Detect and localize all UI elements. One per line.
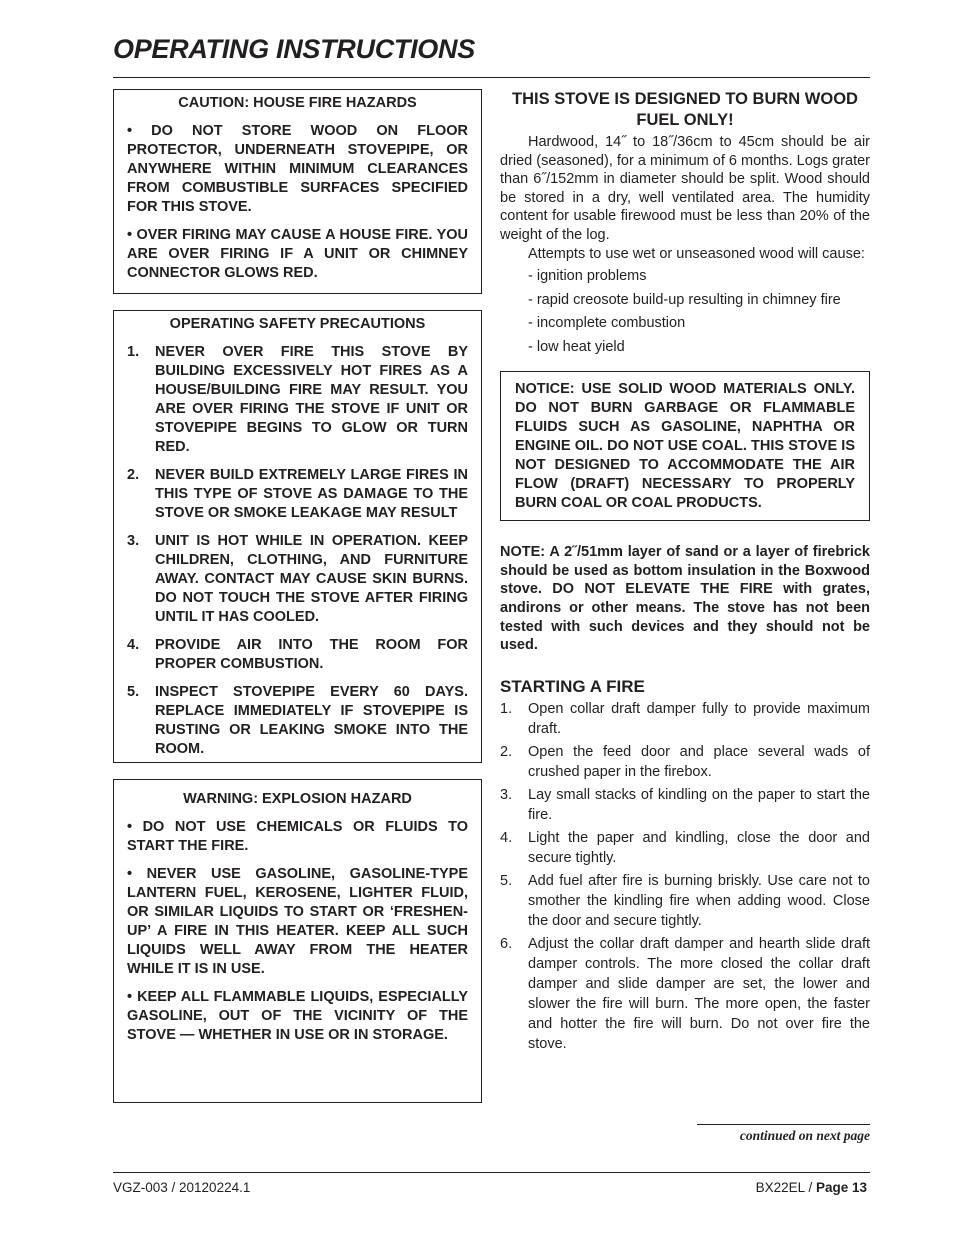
step-number: 2. — [500, 743, 513, 760]
title-divider — [113, 77, 870, 78]
safety-item — [127, 532, 468, 627]
step-item — [500, 828, 870, 868]
footer-doc-code: VGZ-003 / 20120224.1 — [113, 1180, 251, 1195]
step-text: Adjust the collar draft damper and hearth slide draft damper controls. The more closed the collar draft damper and slide damper are set, the lower and slower the fire will burn. The more open, the faster and hotter the fire will burn. Do not over fire the stove. — [528, 935, 870, 1052]
step-text: Lay small stacks of kindling on the paper to start the fire. — [528, 786, 870, 823]
item-number: 4. — [127, 637, 140, 653]
left-column — [113, 89, 482, 1119]
item-text: INSPECT STOVEPIPE EVERY 60 DAYS. REPLACE IMMEDIATELY IF STOVEPIPE IS RUSTING OR LEAKING SMOKE INTO THE ROOM. — [155, 684, 468, 757]
caution-paragraph: • OVER FIRING MAY CAUSE A HOUSE FIRE. YOU ARE OVER FIRING IF A UNIT OR CHIMNEY CONNECTOR GLOWS RED. — [127, 227, 468, 281]
page-title: OPERATING INSTRUCTIONS — [113, 34, 475, 64]
step-item — [500, 934, 870, 1054]
starting-fire-heading: STARTING A FIRE — [500, 676, 645, 696]
step-item — [500, 742, 870, 782]
notice-box: NOTICE: USE SOLID WOOD MATERIALS ONLY. DO NOT BURN GARBAGE OR FLAMMABLE FLUIDS SUCH AS GASOLINE, NAPHTHA OR ENGINE OIL. DO NOT USE COAL. THIS STOVE IS NOT DESIGNED TO ACCOMMODATE THE AIR FLOW (DRAFT) NECESSARY TO PROPERLY BURN COAL OR COAL PRODUCTS. — [500, 371, 870, 521]
safety-box-title: OPERATING SAFETY PRECAUTIONS — [169, 316, 426, 332]
warning-paragraph: • DO NOT USE CHEMICALS OR FLUIDS TO START THE FIRE. — [127, 819, 468, 854]
problem-list — [500, 267, 870, 356]
step-text: Light the paper and kindling, close the door and secure tightly. — [528, 829, 870, 866]
item-number: 1. — [127, 344, 140, 360]
step-number: 1. — [500, 700, 513, 717]
step-number: 4. — [500, 829, 513, 846]
list-item: - low heat yield — [528, 338, 625, 355]
step-text: Add fuel after fire is burning briskly. Use care not to smother the kindling fire when adding wood. Close the door and secure tightly. — [528, 872, 870, 929]
caution-paragraph: • DO NOT STORE WOOD ON FLOOR PROTECTOR, UNDERNEATH STOVEPIPE, OR ANYWHERE WITHIN MINIMUM CLEARANCES FROM COMBUSTIBLE SURFACES SPECIFIED FOR THIS STOVE. — [127, 123, 468, 215]
list-item: - rapid creosote build-up resulting in chimney fire — [528, 291, 841, 308]
item-text: NEVER BUILD EXTREMELY LARGE FIRES IN THIS TYPE OF STOVE AS DAMAGE TO THE STOVE OR SMOKE LEAKAGE MAY RESULT — [155, 467, 468, 521]
wood-fuel-heading: THIS STOVE IS DESIGNED TO BURN WOOD FUEL ONLY! — [512, 90, 858, 129]
wood-paragraph: Attempts to use wet or unseasoned wood will cause: — [528, 245, 865, 262]
step-text: Open collar draft damper fully to provide maximum draft. — [528, 700, 870, 737]
safety-precautions-box — [113, 310, 482, 763]
item-number: 2. — [127, 467, 140, 483]
step-item — [500, 785, 870, 825]
step-number: 6. — [500, 935, 513, 952]
warning-box-title: WARNING: EXPLOSION HAZARD — [183, 791, 412, 807]
safety-item — [127, 636, 468, 674]
insulation-note: NOTE: A 2˝/51mm layer of sand or a layer of firebrick should be used as bottom insulation in the Boxwood stove. DO NOT ELEVATE THE FIRE with grates, andirons or other means. The stove has not been tested with such devices and they should not be used. — [500, 544, 870, 654]
item-text: UNIT IS HOT WHILE IN OPERATION. KEEP CHILDREN, CLOTHING, AND FURNITURE AWAY. CONTACT MAY CAUSE SKIN BURNS. DO NOT TOUCH THE STOVE AFTER FIRING UNTIL IT HAS COOLED. — [155, 533, 468, 625]
wood-paragraph: Hardwood, 14˝ to 18˝/36cm to 45cm should be air dried (seasoned), for a minimum of 6 months. Logs grater than 6˝/152mm in diameter should be split. Wood should be stored in a dry, well ventilated area. The humidity content for usable firewood must be less than 20% of the weight of the log. — [500, 134, 870, 243]
item-text: PROVIDE AIR INTO THE ROOM FOR PROPER COMBUSTION. — [155, 637, 468, 672]
list-item: - incomplete combustion — [528, 315, 686, 332]
footer-page-info — [756, 1180, 867, 1195]
safety-list — [127, 343, 468, 759]
warning-paragraph: • NEVER USE GASOLINE, GASOLINE-TYPE LANTERN FUEL, KEROSENE, LIGHTER FLUID, OR SIMILAR LIQUIDS TO START OR ‘FRESHEN-UP’ A FIRE IN THIS HEATER. KEEP ALL SUCH LIQUIDS WELL AWAY FROM THE HEATER WHILE IT IS IN USE. — [127, 866, 468, 977]
step-text: Open the feed door and place several wads of crushed paper in the firebox. — [528, 743, 870, 780]
right-column — [500, 89, 870, 1057]
footer-page-number: Page 13 — [815, 1180, 867, 1195]
safety-item — [127, 466, 468, 523]
safety-item — [127, 683, 468, 759]
warning-paragraph: • KEEP ALL FLAMMABLE LIQUIDS, ESPECIALLY GASOLINE, OUT OF THE VICINITY OF THE STOVE — WHETHER IN USE OR IN STORAGE. — [127, 989, 468, 1043]
footer-divider — [113, 1172, 870, 1173]
item-text: NEVER OVER FIRE THIS STOVE BY BUILDING EXCESSIVELY HOT FIRES AS A HOUSE/BUILDING FIRE MAY RESULT. YOU ARE OVER FIRING THE STOVE IF UNIT OR STOVEPIPE BEGINS TO GLOW OR TURN RED. — [155, 344, 468, 455]
safety-item — [127, 343, 468, 457]
list-item: - ignition problems — [528, 268, 647, 285]
step-item — [500, 699, 870, 739]
step-number: 5. — [500, 872, 513, 889]
starting-fire-steps — [500, 699, 870, 1054]
caution-box — [113, 89, 482, 294]
item-number: 3. — [127, 533, 140, 549]
caution-box-title: CAUTION: HOUSE FIRE HAZARDS — [178, 95, 417, 111]
explosion-warning-box — [113, 779, 482, 1103]
continued-note: continued on next page — [697, 1124, 870, 1144]
step-item — [500, 871, 870, 931]
footer-model: BX22EL / — [755, 1180, 816, 1195]
step-number: 3. — [500, 786, 513, 803]
item-number: 5. — [127, 684, 140, 700]
